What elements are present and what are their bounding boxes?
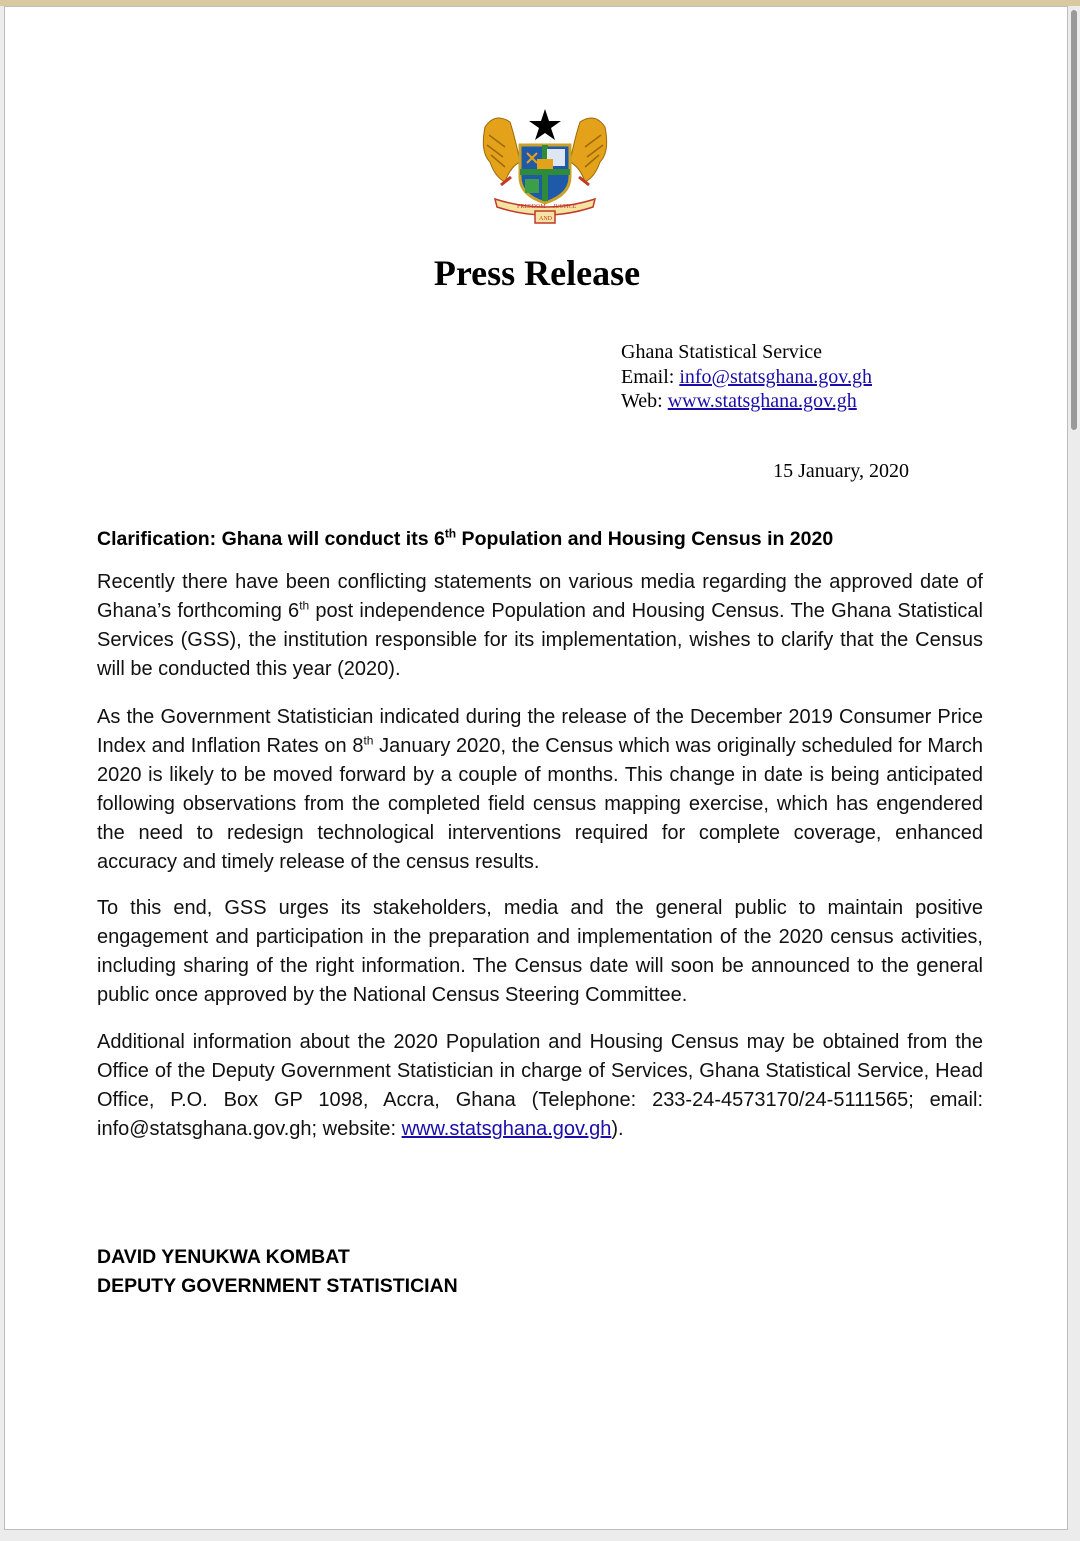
page-title: Press Release: [433, 253, 641, 293]
crest-motto-3: JUSTICE: [553, 204, 577, 210]
paragraph-1: [97, 568, 983, 684]
web-line: [621, 389, 872, 414]
crest-motto-2: AND: [539, 216, 552, 222]
organization-name: Ghana Statistical Service: [621, 341, 823, 363]
paragraph-1-sup: th: [299, 598, 310, 613]
heading-sup: th: [444, 526, 457, 541]
heading-text-before: Clarification: Ghana will conduct its 6: [97, 528, 445, 550]
web-label: Web:: [621, 390, 663, 412]
email-line: [621, 365, 872, 390]
paragraph-2-sup: th: [363, 733, 374, 748]
paragraph-2-part-a: As the Government Statistician indicated during the release of the December 2019 Consumer Price Index and Inflation Rates on 8: [97, 706, 983, 757]
document-heading: [97, 528, 833, 551]
paragraph-4-part-c: ).: [611, 1118, 624, 1140]
scrollbar-thumb[interactable]: [1071, 10, 1077, 430]
paragraph-3: To this end, GSS urges its stakeholders, media and the general public to maintain positive engagement and participation in the preparation and implementation of the 2020 census activities, including sharing of the right information. The Census date will soon be announced to the general public once approved by the National Census Steering Committee.: [97, 897, 983, 1006]
paragraph-2-part-b: January 2020, the Census which was originally scheduled for March 2020 is likely to be moved forward by a couple of months. This change in date is being anticipated following observations from the completed field census mapping exercise, which has engendered the need to redesign technological interventions required for complete coverage, enhanced accuracy and timely release of the census results.: [97, 735, 983, 873]
paragraph-4-website-link[interactable]: www.statsghana.gov.gh: [401, 1118, 612, 1140]
contact-block: [621, 340, 872, 414]
ghana-coat-of-arms-icon: [475, 107, 615, 227]
paragraph-1-part-a: Recently there have been conflicting statements on various media regarding the approved date of Ghana’s forthcoming 6: [97, 571, 983, 622]
web-link[interactable]: www.statsghana.gov.gh: [667, 390, 857, 412]
crest-motto-1: FREEDOM: [517, 204, 546, 210]
signatory-name: DAVID YENUKWA KOMBAT: [97, 1246, 350, 1268]
email-label: Email:: [621, 365, 675, 388]
paragraph-4-part-a: Additional information about the 2020 Population and Housing Census may be obtained from the Office of the Deputy Government Statistician in charge of Services, Ghana Statistical Service, Head Office, P.O. Box GP 1098, Accra, Ghana (Telephone: 233-24-4573170/24-5111565; email: info@statsghana.gov.gh; website:: [97, 1031, 983, 1140]
paragraph-1-part-b: post independence Population and Housing Census. The Ghana Statistical Services (GSS), the institution responsible for its implementation, wishes to clarify that the Census will be conducted this year (2020).: [97, 600, 983, 680]
signatory-position: DEPUTY GOVERNMENT STATISTICIAN: [97, 1275, 458, 1297]
heading-text-after: Population and Housing Census in 2020: [456, 528, 834, 550]
paragraph-2: [97, 703, 983, 877]
paragraph-4: [97, 1028, 983, 1144]
email-link[interactable]: info@statsghana.gov.gh: [679, 365, 872, 388]
release-date: 15 January, 2020: [773, 460, 909, 482]
document-page: [4, 6, 1068, 1530]
